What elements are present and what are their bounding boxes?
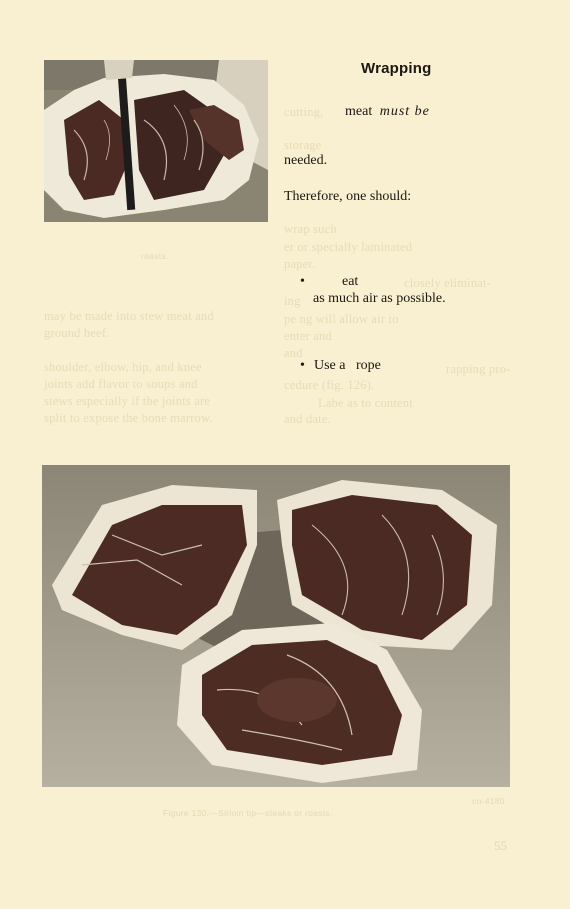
text-line-meat — [345, 104, 430, 120]
figure-caption: Figure 130.—Sirloin tip—steaks or roasts. — [163, 808, 333, 818]
faint-text: paper. — [284, 257, 316, 271]
meat-cutting-photo — [44, 60, 268, 222]
bullet-dot: • — [300, 358, 305, 373]
bullet-dot: • — [300, 274, 305, 289]
faint-text: wrap such — [284, 222, 337, 236]
faint-text: stews especially if the joints are — [44, 394, 211, 408]
word-meat: meat — [345, 104, 373, 119]
section-heading: Wrapping — [361, 60, 432, 77]
faint-text: cedure (fig. 126). — [284, 378, 375, 392]
faint-text: enter and — [284, 329, 332, 343]
bullet-item-2: • Use a rope — [300, 358, 381, 373]
faint-text: may be made into stew meat and — [44, 309, 214, 323]
bullet-item-1: • eat — [300, 274, 359, 289]
page-number: 55 — [494, 838, 507, 853]
faint-text: and — [284, 346, 303, 360]
figure-id: cn-4180 — [472, 796, 505, 806]
faint-text: ing — [284, 294, 301, 308]
faint-text: split to expose the bone marrow. — [44, 411, 213, 425]
faint-text: er or specially laminated — [284, 240, 413, 254]
faint-text: pe ng will allow air to — [284, 312, 399, 326]
faint-text: cutting, — [284, 105, 324, 119]
faint-text: joints add flavor to soups and — [44, 377, 198, 391]
faint-text: and date. — [284, 412, 331, 426]
sirloin-tip-photo — [42, 465, 510, 787]
faint-caption-top: roasts. — [141, 251, 169, 261]
emphasis-must-be: must be — [379, 104, 430, 119]
text-line-therefore: Therefore, one should: — [284, 189, 412, 204]
faint-text: storage — [284, 138, 322, 152]
faint-text: closely eliminat- — [404, 276, 492, 290]
text-line-needed: needed. — [284, 153, 328, 168]
bullet-item-1-continued: as much air as possible. — [313, 291, 446, 306]
faint-text: ground beef. — [44, 326, 110, 340]
faint-text: rapping pro- — [446, 362, 511, 376]
faint-text: Labe as to content — [318, 396, 413, 410]
faint-text: shoulder, elbow, hip, and knee — [44, 360, 202, 374]
